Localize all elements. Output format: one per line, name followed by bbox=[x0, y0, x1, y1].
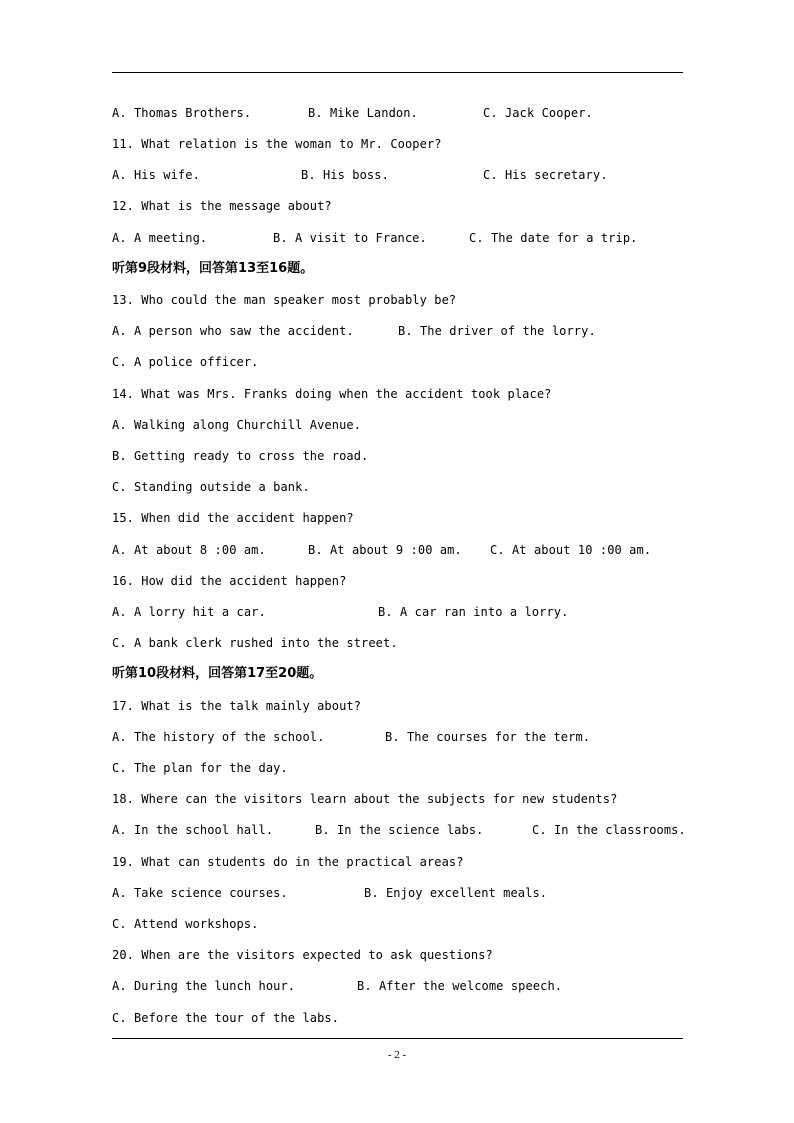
answer-option: B. At about 9 :00 am. bbox=[308, 543, 462, 557]
answer-option: B. A visit to France. bbox=[273, 231, 427, 245]
question-text: 20. When are the visitors expected to ask questions? bbox=[112, 948, 493, 962]
answer-option: B. The driver of the lorry. bbox=[398, 324, 596, 338]
answer-option: B. In the science labs. bbox=[315, 823, 484, 837]
answer-option: A. His wife. bbox=[112, 168, 200, 182]
answer-option: A. A person who saw the accident. bbox=[112, 324, 354, 338]
answer-option: C. At about 10 :00 am. bbox=[490, 543, 652, 557]
answer-option: C. Before the tour of the labs. bbox=[112, 1011, 340, 1025]
answer-option: A. During the lunch hour. bbox=[112, 979, 296, 993]
answer-option: B. After the welcome speech. bbox=[357, 979, 563, 993]
question-text: 19. What can students do in the practical areas? bbox=[112, 855, 464, 869]
question-text: 16. How did the accident happen? bbox=[112, 574, 347, 588]
section-heading: 听第9段材料，回答第13至16题。 bbox=[112, 261, 314, 276]
answer-option: C. Attend workshops. bbox=[112, 917, 259, 931]
answer-option: A. A lorry hit a car. bbox=[112, 605, 266, 619]
answer-option: A. Walking along Churchill Avenue. bbox=[112, 418, 362, 432]
answer-option: A. At about 8 :00 am. bbox=[112, 543, 266, 557]
question-text: 17. What is the talk mainly about? bbox=[112, 699, 362, 713]
answer-option: C. The date for a trip. bbox=[469, 231, 638, 245]
answer-option: B. The courses for the term. bbox=[385, 730, 591, 744]
footer-rule bbox=[112, 1038, 683, 1039]
answer-option: A. Thomas Brothers. bbox=[112, 106, 252, 120]
question-text: 14. What was Mrs. Franks doing when the accident took place? bbox=[112, 387, 552, 401]
question-text: 18. Where can the visitors learn about the subjects for new students? bbox=[112, 792, 618, 806]
answer-option: A. A meeting. bbox=[112, 231, 208, 245]
answer-option: C. In the classrooms. bbox=[532, 823, 686, 837]
question-text: 15. When did the accident happen? bbox=[112, 511, 354, 525]
answer-option: B. His boss. bbox=[301, 168, 389, 182]
answer-option: C. Jack Cooper. bbox=[483, 106, 593, 120]
answer-option: C. A bank clerk rushed into the street. bbox=[112, 636, 398, 650]
answer-option: B. A car ran into a lorry. bbox=[378, 605, 569, 619]
page-number: - 2 - bbox=[387, 1049, 407, 1061]
answer-option: C. A police officer. bbox=[112, 355, 259, 369]
answer-option: C. Standing outside a bank. bbox=[112, 480, 310, 494]
answer-option: A. The history of the school. bbox=[112, 730, 325, 744]
answer-option: B. Enjoy excellent meals. bbox=[364, 886, 548, 900]
answer-option: A. In the school hall. bbox=[112, 823, 274, 837]
section-heading: 听第10段材料，回答第17至20题。 bbox=[112, 666, 323, 681]
answer-option: B. Getting ready to cross the road. bbox=[112, 449, 369, 463]
question-text: 12. What is the message about? bbox=[112, 199, 332, 213]
answer-option: C. His secretary. bbox=[483, 168, 608, 182]
question-text: 13. Who could the man speaker most probably be? bbox=[112, 293, 457, 307]
answer-option: C. The plan for the day. bbox=[112, 761, 288, 775]
header-rule bbox=[112, 72, 683, 73]
answer-option: A. Take science courses. bbox=[112, 886, 288, 900]
question-text: 11. What relation is the woman to Mr. Cooper? bbox=[112, 137, 442, 151]
answer-option: B. Mike Landon. bbox=[308, 106, 418, 120]
